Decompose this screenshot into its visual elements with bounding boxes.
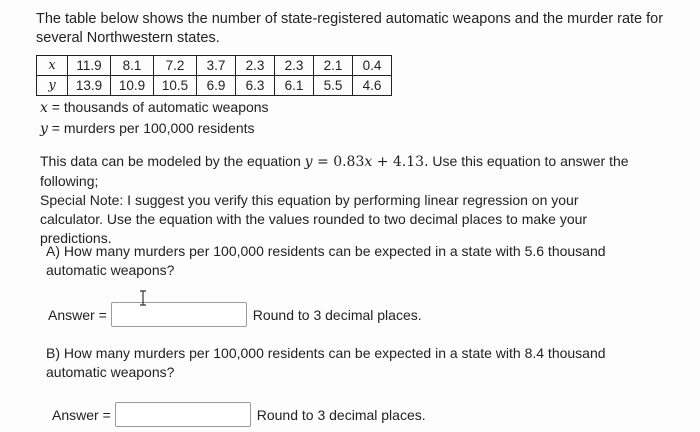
- table-cell: 13.9: [68, 76, 111, 96]
- table-cell: 2.1: [314, 56, 353, 76]
- answer-a-input[interactable]: [111, 302, 247, 327]
- model-after-text: Use this equation to answer the following;: [40, 153, 629, 189]
- model-description: [40, 152, 640, 248]
- table-cell: 6.1: [275, 76, 314, 96]
- table-cell: 11.9: [68, 56, 111, 76]
- answer-b-input[interactable]: [115, 402, 251, 427]
- table-cell: 5.5: [314, 76, 353, 96]
- table-cell: 7.2: [154, 56, 197, 76]
- definition-y-text: = murders per 100,000 residents: [47, 120, 255, 136]
- table-cell: 8.1: [111, 56, 154, 76]
- table-cell: 4.6: [353, 76, 392, 96]
- model-lead-text: This data can be modeled by the equation: [40, 153, 305, 169]
- answer-a-label: Answer =: [48, 306, 107, 323]
- data-table: [36, 55, 392, 96]
- table-header-y: y: [37, 76, 68, 96]
- table-row-y: [37, 76, 392, 96]
- variable-definitions: [40, 97, 269, 139]
- special-note: Special Note: I suggest you verify this equation by performing linear regression on your calculator. Use the equation with the values rounded to two decimal places to make your predictions.: [40, 192, 588, 246]
- table-row-x: [37, 56, 392, 76]
- answer-a-hint: Round to 3 decimal places.: [252, 306, 422, 323]
- table-header-x: x: [37, 56, 68, 76]
- equation-coefficient: = 0.83: [312, 154, 365, 170]
- question-b-text: B) How many murders per 100,000 residents can be expected in a state with 8.4 thousand automatic weapons?: [46, 345, 606, 380]
- model-equation: [305, 154, 429, 170]
- x-variable: x: [40, 100, 48, 116]
- question-a-text: A) How many murders per 100,000 residents can be expected in a state with 5.6 thousand automatic weapons?: [46, 243, 606, 278]
- table-cell: 0.4: [353, 56, 392, 76]
- definition-x: [40, 97, 269, 118]
- intro-text: The table below shows the number of state-registered automatic weapons and the murder rate for several Northwestern states.: [36, 11, 664, 46]
- answer-row-a: [48, 302, 422, 327]
- y-variable: y: [40, 121, 48, 137]
- table-cell: 6.9: [197, 76, 236, 96]
- answer-b-hint: Round to 3 decimal places.: [256, 406, 426, 423]
- equation-x: x: [364, 154, 373, 170]
- table-cell: 10.9: [111, 76, 154, 96]
- table-cell: 10.5: [154, 76, 197, 96]
- table-cell: 2.3: [236, 56, 275, 76]
- table-cell: 3.7: [197, 56, 236, 76]
- definition-x-text: = thousands of automatic weapons: [47, 99, 269, 115]
- answer-row-b: [52, 402, 426, 427]
- model-equation-line: [40, 152, 640, 191]
- equation-y: y: [304, 154, 313, 170]
- answer-b-label: Answer =: [52, 406, 111, 423]
- table-cell: 2.3: [275, 56, 314, 76]
- equation-intercept: + 4.13.: [372, 154, 429, 170]
- table-cell: 6.3: [236, 76, 275, 96]
- definition-y: [40, 118, 269, 139]
